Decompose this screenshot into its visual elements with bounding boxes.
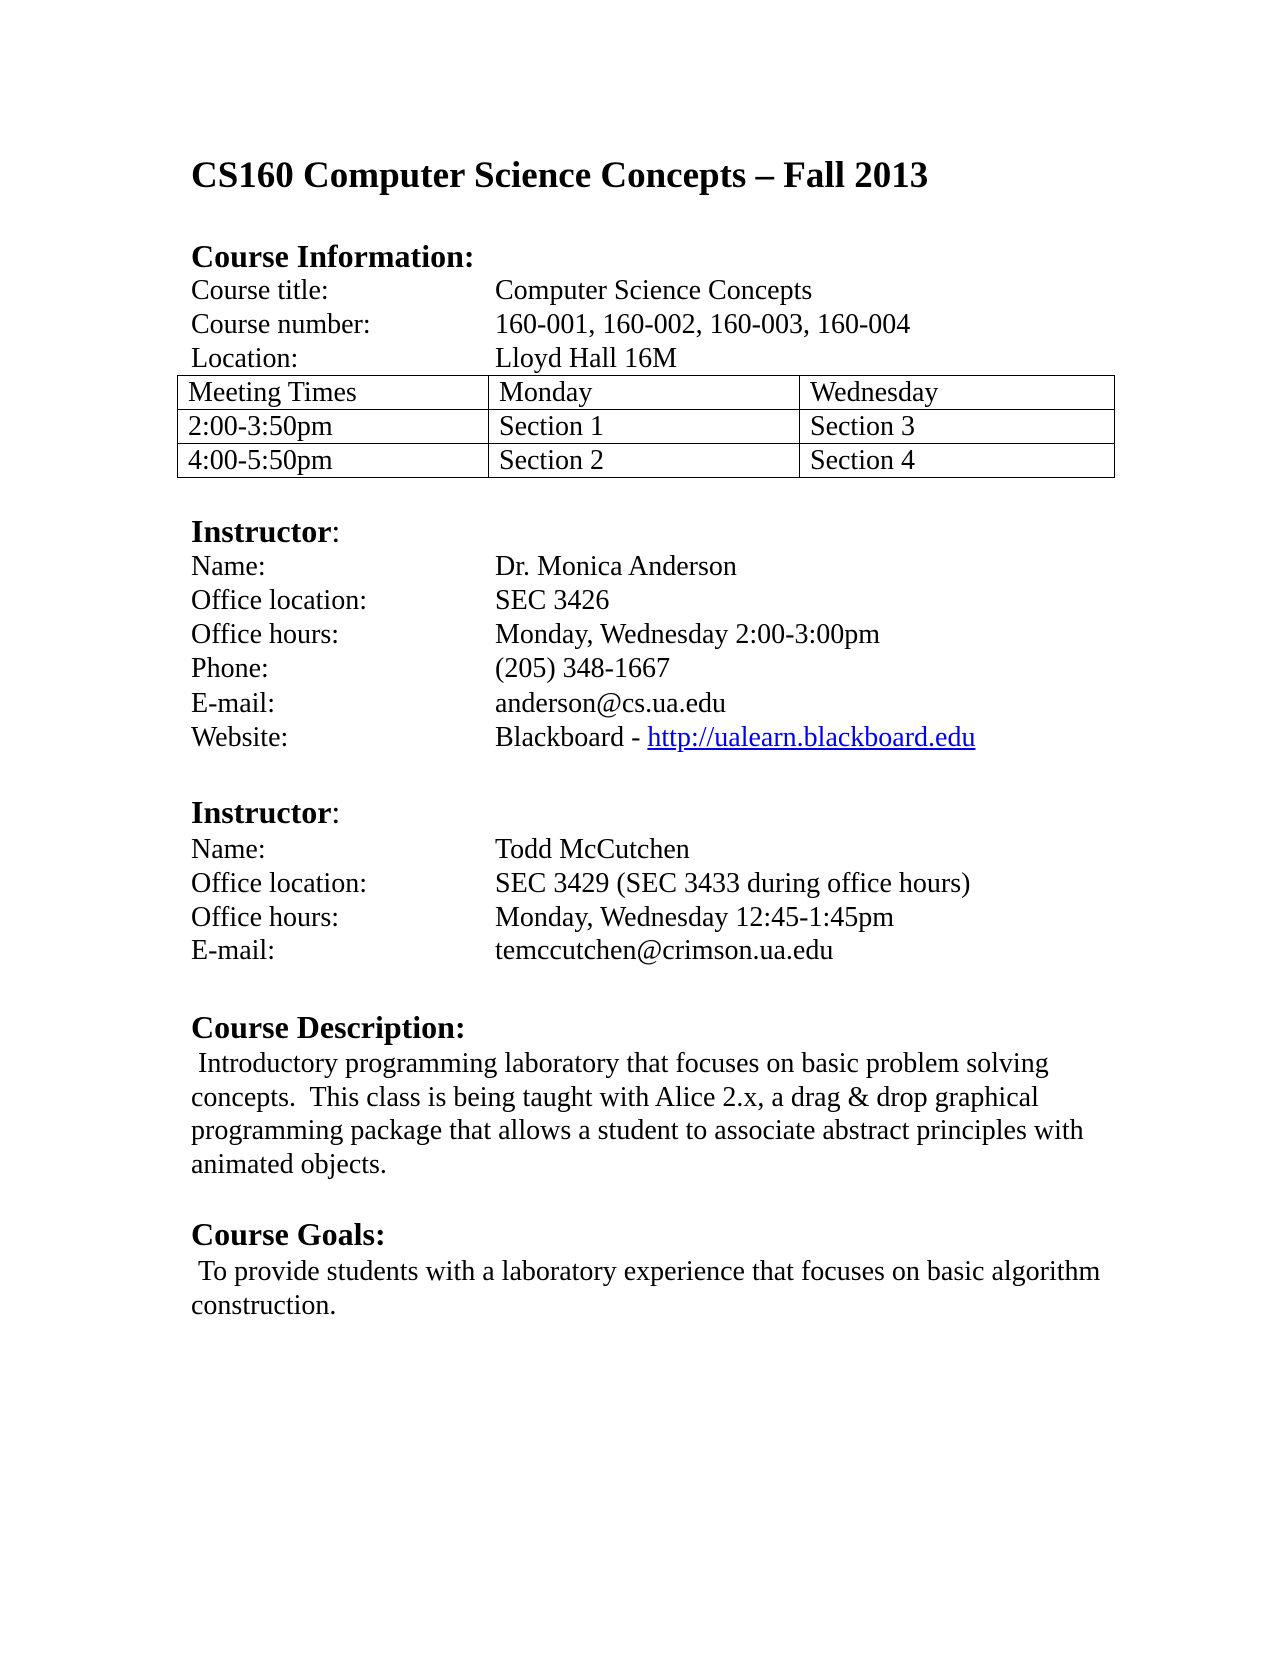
instructor-heading — [191, 794, 340, 830]
course-description-heading: Course Description: — [191, 1009, 466, 1045]
heading-colon: : — [331, 794, 341, 830]
field-value: Dr. Monica Anderson — [495, 551, 737, 582]
field-label: Phone: — [191, 653, 269, 684]
course-goals-text: To provide students with a laboratory experience that focuses on basic algorithm construction. — [191, 1256, 1108, 1321]
table-cell: Monday — [489, 376, 800, 410]
table-cell: Wednesday — [800, 376, 1115, 410]
field-value: Computer Science Concepts — [495, 275, 813, 306]
table-cell: Section 1 — [489, 410, 800, 444]
field-value: 160-001, 160-002, 160-003, 160-004 — [495, 309, 911, 340]
field-value: Monday, Wednesday 2:00-3:00pm — [495, 619, 881, 650]
table-cell: 4:00-5:50pm — [178, 444, 489, 478]
field-label: Course title: — [191, 275, 329, 306]
field-value: Monday, Wednesday 12:45-1:45pm — [495, 902, 895, 933]
field-label: Name: — [191, 551, 266, 582]
table-cell: Section 3 — [800, 410, 1115, 444]
blackboard-link[interactable]: http://ualearn.blackboard.edu — [647, 722, 976, 753]
table-header-row — [178, 376, 1115, 410]
field-value: SEC 3426 — [495, 585, 610, 616]
field-label: Name: — [191, 834, 266, 865]
table-cell: Section 2 — [489, 444, 800, 478]
table-cell: Section 4 — [800, 444, 1115, 478]
field-label: E-mail: — [191, 688, 275, 719]
heading-colon: : — [331, 513, 341, 549]
table-row — [178, 410, 1115, 444]
field-value: Todd McCutchen — [495, 834, 690, 865]
field-label: Office location: — [191, 585, 367, 616]
website-prefix: Blackboard - — [495, 722, 648, 753]
field-value: temccutchen@crimson.ua.edu — [495, 935, 834, 966]
field-label: Location: — [191, 343, 299, 374]
field-label: Office hours: — [191, 619, 339, 650]
field-label: E-mail: — [191, 935, 275, 966]
field-value — [495, 721, 976, 755]
instructor-heading — [191, 513, 340, 549]
table-row — [178, 444, 1115, 478]
meeting-times-table — [177, 375, 1115, 478]
course-description-text: Introductory programming laboratory that focuses on basic problem solving concepts. This class is being taught with Alice 2.x, a drag & drop graphical programming package that allows a student to associate abstract principles with animated objects. — [191, 1048, 1091, 1180]
table-cell: 2:00-3:50pm — [178, 410, 489, 444]
field-label: Office location: — [191, 868, 367, 899]
table-cell: Meeting Times — [178, 376, 489, 410]
course-information-heading: Course Information: — [191, 238, 475, 274]
page-title: CS160 Computer Science Concepts – Fall 2013 — [191, 155, 929, 196]
course-goals-heading: Course Goals: — [191, 1216, 386, 1252]
field-label: Office hours: — [191, 902, 339, 933]
heading-text: Instructor — [191, 794, 332, 830]
field-value: Lloyd Hall 16M — [495, 343, 677, 374]
field-value: (205) 348-1667 — [495, 653, 670, 684]
field-value: anderson@cs.ua.edu — [495, 688, 727, 719]
field-label: Course number: — [191, 309, 371, 340]
field-value: SEC 3429 (SEC 3433 during office hours) — [495, 868, 971, 899]
field-label: Website: — [191, 722, 289, 753]
heading-text: Instructor — [191, 513, 332, 549]
